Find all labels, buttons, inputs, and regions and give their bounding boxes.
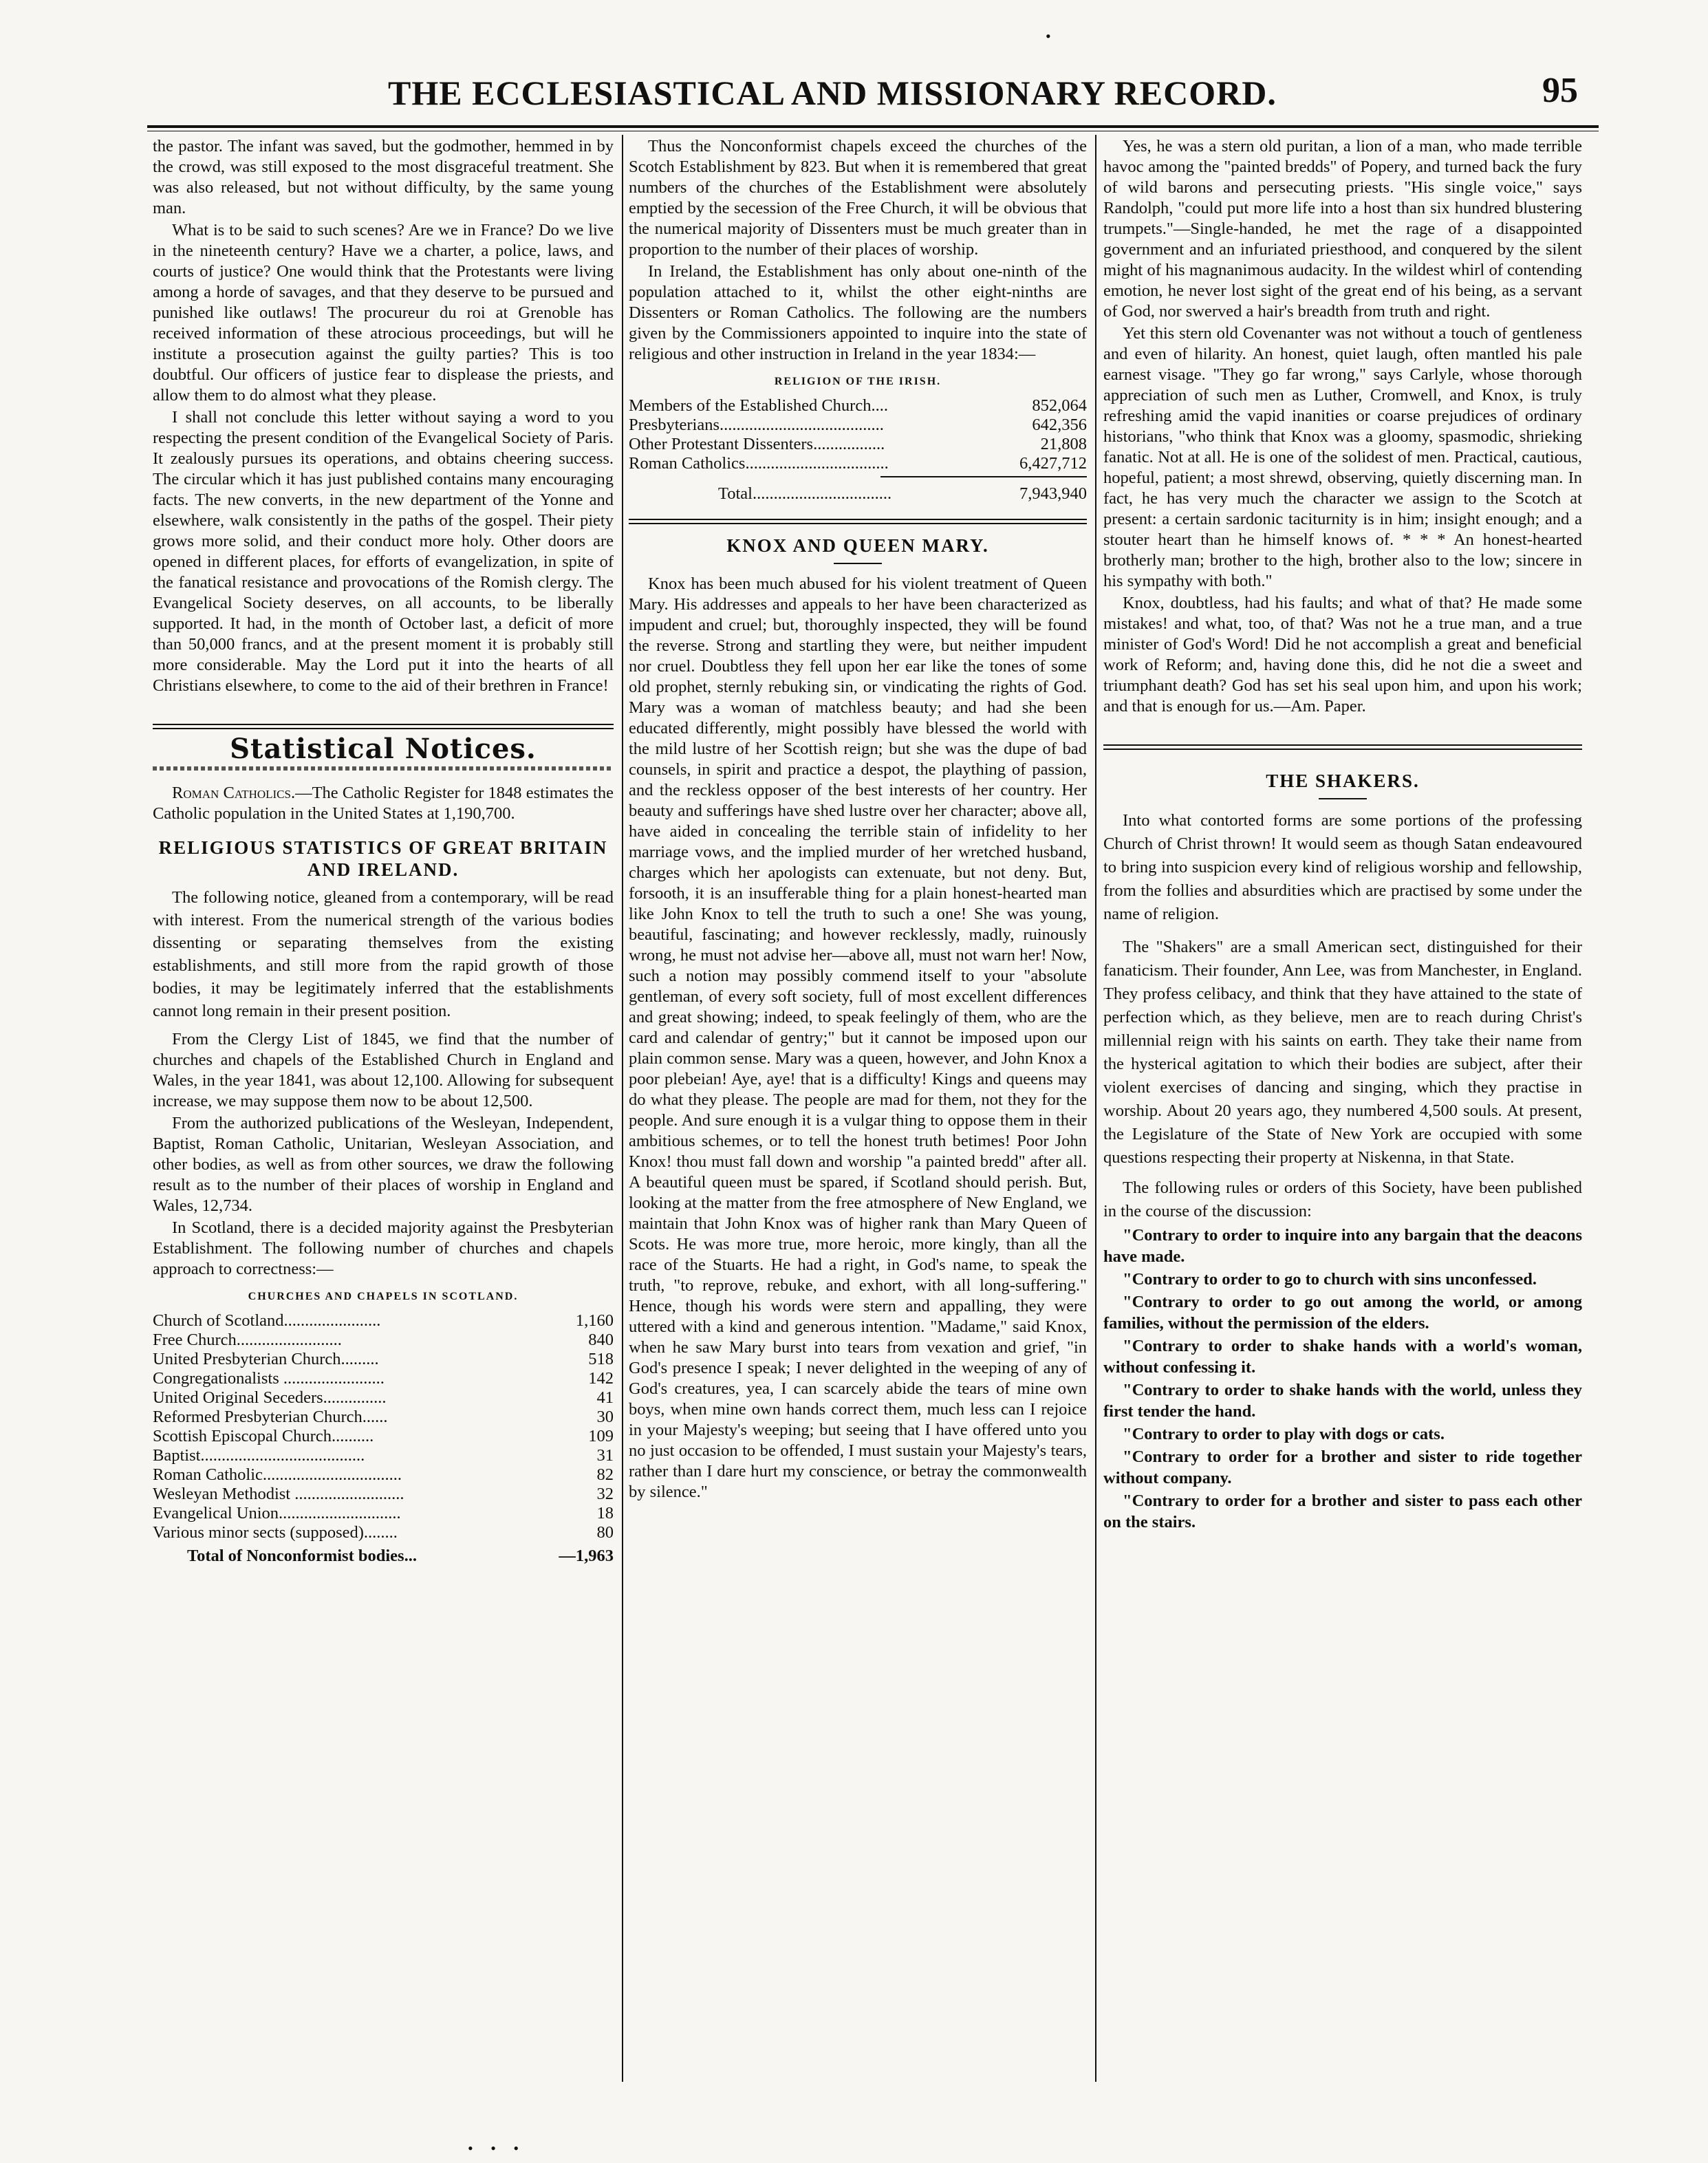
heading-dash — [1319, 798, 1367, 799]
row-label: Other Protestant Dissenters................. — [629, 435, 885, 453]
row-value: 32 — [596, 1485, 614, 1503]
row-value: 6,427,712 — [1019, 454, 1087, 473]
column-divider-2 — [1095, 135, 1096, 2082]
page-number: 95 — [1542, 71, 1578, 110]
shaker-rule: "Contrary to order for a brother and sister to ride together without company. — [1103, 1448, 1582, 1487]
shaker-rules-list — [1103, 1225, 1582, 1533]
row-label: Wesleyan Methodist .......................... — [153, 1485, 404, 1503]
row-label: Baptist....................................... — [153, 1446, 365, 1465]
table-row — [153, 1331, 614, 1350]
row-value: 518 — [588, 1350, 614, 1368]
col1-paragraph-1: the pastor. The infant was saved, but the godmother, hemmed in by the crowd, was still exposed to the most disgraceful treatment. She was also released, but not without difficulty, by the same young man. — [153, 137, 614, 217]
table-row — [629, 396, 1087, 416]
notice-text: —The Catholic Register for 1848 estimates the Catholic population in the United States at 1,190,700. — [153, 784, 614, 823]
row-label: United Presbyterian Church......... — [153, 1350, 379, 1368]
row-label: Various minor sects (supposed)........ — [153, 1523, 398, 1542]
shaker-rule: "Contrary to order to shake hands with the world, unless they first tender the hand. — [1103, 1381, 1582, 1421]
table-row — [629, 416, 1087, 435]
wavy-divider — [153, 766, 614, 771]
col3-paragraph-5: The "Shakers" are a small American sect, distinguished for their fanaticism. Their founder, Ann Lee, was from Manchester, in England. They profess celibacy, and think that they have attained to the state of perfection which, as they believe, men are to reach during Christ's millennial reign with his saints on earth. They take their name from the hysterical agitation to which their bodies are subject, after their violent exercises of dancing and singing, which they practise in worship. About 20 years ago, they numbered 4,500 souls. At present, the Legislature of the State of New York are occupied with some questions respecting their property at Niskenna, in that State. — [1103, 938, 1582, 1167]
table-row — [153, 1504, 614, 1523]
heading-dash — [834, 563, 882, 564]
col2-paragraph-3: Knox has been much abused for his violent treatment of Queen Mary. His addresses and appeals to her have been characterized as impudent and cruel; but, thoroughly inspected, they will be found the reverse. Strong and startling they were, but neither impudent nor cruel. Doubtless they fell upon her ear like the tones of some old prophet, sternly rebuking sin, or vindicating the rights of God. Mary was a woman of matchless beauty; and had she been educated differently, might possibly have blessed the world with the mild lustre of her Scottish reign; but she was the dupe of bad counsels, in spirit and practice a despot, the plaything of passion, and the reckless opposer of the best interests of her country. Her beauty and sufferings have shed lustre over her character; above all, have aided in concealing the terrible stain of infidelity to her marriage vows, and the implied murder of her wretched husband, charges which her apologists can extenuate, but not deny. But, forsooth, it is an insufferable thing for a plain honest-hearted man like John Knox to tell the truth to such a one! She was young, beautiful, fascinating; and however recklessly, madly, ruinously wrong, he must not advise her—above all, must not warn her! Now, such a notion may possibly commend itself to your "absolute gentleman, of every soft society, full of most excellent differences and great showing; indeed, to speak feelingly of them, who are the card and calendar of gentry;" but it cannot be imposed upon our plain common sense. Mary was a queen, however, and John Knox a poor plebeian! Aye, aye! that is a difficulty! Kings and queens may do what they please. The people are mad for them, not they for the people. And sure enough it is a vulgar thing to oppose them in their ambitious schemes, or to tell the honest truth betimes! Poor John Knox! thou must fall down and worship "a painted bredd" after all. A beautiful queen must be spared, if Scotland should perish. But, looking at the matter from the free atmosphere of New England, we maintain that John Knox was of higher rank than Mary Queen of Scots. He was more true, more heroic, more kingly, than all the race of the Stuarts. He had a right, in God's name, to speak the truth, "to reprove, rebuke, and exhort, with all long-suffering." Hence, though his words were stern and appalling, they were uttered with a kind and generous intention. "Madame," said Knox, when he saw Mary burst into tears from vexation and grief, "in God's presence I speak; I never delighted in the weeping of any of God's creatures, yea, I can scarcely abide the tears of mine own boys, when mine own hands correct them, much less can I rejoice in your Majesty's weeping; but seeing that I have offered unto you no just occasion to be offended, I must sustain your Majesty's tears, rather than I dare hurt my conscience, or betray the commonwealth by silence." — [629, 574, 1087, 1501]
row-value: 30 — [596, 1408, 614, 1426]
sum-rule — [880, 476, 1087, 477]
row-value: 31 — [596, 1446, 614, 1465]
total-value: —1,963 — [559, 1547, 614, 1565]
table-row — [153, 1485, 614, 1504]
table-row — [629, 454, 1087, 473]
section-rule — [629, 519, 1087, 524]
column-1 — [153, 136, 614, 1566]
col3-paragraph-4: Into what contorted forms are some portions of the professing Church of Christ thrown! It would seem as though Satan endeavoured to bring into suspicion every kind of religious worship and fellowship, from the follies and absurdities which are practised by some under the name of religion. — [1103, 811, 1582, 923]
total-label: Total of Nonconformist bodies... — [187, 1547, 417, 1565]
table-row — [153, 1350, 614, 1369]
row-label: United Original Seceders............... — [153, 1388, 387, 1407]
row-label: Church of Scotland....................... — [153, 1311, 381, 1330]
row-label: Evangelical Union............................. — [153, 1504, 401, 1522]
col3-paragraph-3: Knox, doubtless, had his faults; and what of that? He made some mistakes! and what, too, of that? Was not he a true man, and a true minister of God's Word! Did he not accomplish a great and beneficial work of Reform; and, having done this, did he not die a sweet and triumphant death? God has set his seal upon him, and upon his work; and that is enough for us.—Am. Paper. — [1103, 594, 1582, 715]
col1-paragraph-6: From the authorized publications of the Wesleyan, Independent, Baptist, Roman Catholic, Unitarian, Wesleyan Association, and other bodies, as well as from other sources, we draw the following result as to the number of their places of worship in England and Wales, 12,734. — [153, 1114, 614, 1215]
row-label: Members of the Established Church.... — [629, 396, 888, 415]
col3-paragraph-2: Yet this stern old Covenanter was not without a touch of gentleness and even of hilarity. An honest, quiet laugh, often mantled his pale earnest visage. "They go far wrong," says Carlyle, whose thorough appreciation of such men as Luther, Cromwell, and Knox, is truly refreshing amid the vapid inanities or coarse prejudices of ordinary historians, "who think that Knox was a gloomy, spasmodic, shrieking fanatic. Not at all. He is one of the solidest of men. Practical, cautious, hopeful, patient; a most shrewd, observing, quietly discerning man. In fact, he has very much the character we assign to the Scotch at present: a certain sardonic taciturnity is in him; insight enough; and a stouter heart than he himself knows of. * * * An honest-hearted brotherly man; brother to the high, brother also to the low; sincere in his sympathy with both." — [1103, 324, 1582, 590]
shaker-rule: "Contrary to order to inquire into any bargain that the deacons have made. — [1103, 1226, 1582, 1266]
col1-paragraph-5: From the Clergy List of 1845, we find that the number of churches and chapels of the Established Church in England and Wales, in the year 1841, was about 12,100. Allowing for subsequent increase, we may suppose them now to be about 12,500. — [153, 1030, 614, 1110]
total-value: 7,943,940 — [1019, 484, 1087, 503]
row-value: 41 — [596, 1388, 614, 1407]
table-total-row — [153, 1542, 614, 1566]
row-value: 840 — [588, 1331, 614, 1349]
shaker-rule: "Contrary to order to go to church with sins unconfessed. — [1123, 1270, 1537, 1289]
row-label: Presbyterians....................................... — [629, 416, 884, 434]
shaker-rule: "Contrary to order for a brother and sister to pass each other on the stairs. — [1103, 1492, 1582, 1531]
row-label: Roman Catholic................................. — [153, 1465, 402, 1484]
ireland-total — [629, 480, 1087, 504]
row-value: 642,356 — [1032, 416, 1087, 434]
shaker-rule: "Contrary to order to go out among the world, or among families, without the permission of the elders. — [1103, 1293, 1582, 1333]
col1-paragraph-2: What is to be said to such scenes? Are we in France? Do we live in the nineteenth century? Have we a charter, a police, laws, and courts of justice? One would think that the Protestants were living among a horde of savages, and that they deserve to be pursued and punished like outlaws! The procureur du roi at Grenoble has received information of these atrocious proceedings, but will he institute a prosecution against the guilty parties? This is too doubtful. Our officers of justice fear to displease the priests, and allow them to do almost what they please. — [153, 221, 614, 405]
total-label: Total................................. — [718, 484, 892, 503]
shakers-heading: THE SHAKERS. — [1266, 771, 1420, 791]
column-3 — [1103, 136, 1582, 1534]
row-label: Free Church......................... — [153, 1331, 342, 1349]
statistical-notices-heading: Statistical Notices. — [230, 733, 537, 765]
row-value: 852,064 — [1032, 396, 1087, 415]
masthead — [147, 66, 1599, 125]
shaker-rule: "Contrary to order to shake hands with a world's woman, without confessing it. — [1103, 1337, 1582, 1377]
table-row — [153, 1369, 614, 1388]
col1-paragraph-4: The following notice, gleaned from a contemporary, will be read with interest. From the numerical strength of the various bodies dissenting or separating themselves from the existing establishments, and still more from the rapid growth of those bodies, it may be legitimately inferred that the establishments cannot long remain in their present position. — [153, 888, 614, 1020]
shaker-rule: "Contrary to order to play with dogs or cats. — [1123, 1425, 1445, 1443]
scotland-table-caption: CHURCHES AND CHAPELS IN SCOTLAND. — [248, 1291, 519, 1302]
section-rule — [1103, 744, 1582, 750]
col1-paragraph-3: I shall not conclude this letter without saying a word to you respecting the present condition of the Evangelical Society of Paris. It zealously pursues its operations, and obtains cheering success. The circular which it has just published contains many encouraging facts. The new converts, in the new department of the Yonne and elsewhere, walk consistently in the paths of the gospel. Their piety grows more solid, and their conduct more holy. Other doors are opened in different places, for efforts of evangelization, in spite of the fanatical resistance and provocations of the Romish clergy. The Evangelical Society deserves, on all accounts, to be liberally supported. It had, in the month of October last, a deficit of more than 50,000 francs, and at the present moment it is probably still more considerable. May the Lord put it into the hearts of all Christians elsewhere, to come to the aid of their brethren in France! — [153, 408, 614, 695]
religious-statistics-heading: RELIGIOUS STATISTICS OF GREAT BRITAIN AND IRELAND. — [158, 837, 608, 880]
col3-paragraph-6: The following rules or orders of this Society, have been published in the course of the discussion: — [1103, 1179, 1582, 1220]
col2-paragraph-2: In Ireland, the Establishment has only about one-ninth of the population attached to it, whilst the other eight-ninths are Dissenters or Roman Catholics. The following are the numbers given by the Commissioners appointed to inquire into the state of religious and other instruction in Ireland in the year 1834:— — [629, 262, 1087, 363]
table-row — [153, 1465, 614, 1485]
row-value: 18 — [596, 1504, 614, 1522]
journal-title: THE ECCLESIASTICAL AND MISSIONARY RECORD. — [388, 74, 1277, 112]
row-value: 82 — [596, 1465, 614, 1484]
scotland-table — [153, 1311, 614, 1542]
column-divider-1 — [622, 135, 623, 2082]
section-rule — [153, 724, 614, 729]
top-mark: • — [1046, 28, 1051, 45]
table-row — [153, 1388, 614, 1408]
table-row — [153, 1446, 614, 1465]
table-total-row — [629, 480, 1087, 504]
col2-paragraph-1: Thus the Nonconformist chapels exceed the churches of the Scotch Establishment by 823. But when it is remembered that great numbers of the churches of the Establishment were absolutely emptied by the secession of the Free Church, it will be obvious that the numerical majority of Dissenters must be much greater than in proportion to the number of their places of worship. — [629, 137, 1087, 259]
ireland-table — [629, 396, 1087, 473]
table-row — [629, 435, 1087, 454]
row-label: Reformed Presbyterian Church...... — [153, 1408, 388, 1426]
masthead-rule — [147, 125, 1599, 128]
table-row — [153, 1408, 614, 1427]
row-value: 142 — [588, 1369, 614, 1388]
ireland-table-caption: RELIGION OF THE IRISH. — [774, 376, 942, 387]
row-value: 21,808 — [1040, 435, 1087, 453]
row-label: Roman Catholics.................................. — [629, 454, 889, 473]
col1-paragraph-7: In Scotland, there is a decided majority against the Presbyterian Establishment. The following number of churches and chapels approach to correctness:— — [153, 1218, 614, 1278]
row-value: 1,160 — [575, 1311, 614, 1330]
scotland-total — [153, 1542, 614, 1566]
knox-heading: KNOX AND QUEEN MARY. — [726, 535, 989, 556]
notice-lead: Roman Catholics. — [172, 784, 296, 802]
row-label: Scottish Episcopal Church.......... — [153, 1427, 374, 1445]
table-row — [153, 1427, 614, 1446]
row-value: 80 — [596, 1523, 614, 1542]
table-row — [153, 1523, 614, 1542]
footer-dots: • • • — [468, 2140, 526, 2157]
column-2 — [629, 136, 1087, 1504]
roman-catholics-notice — [153, 783, 614, 824]
row-label: Congregationalists ........................ — [153, 1369, 385, 1388]
row-value: 109 — [588, 1427, 614, 1445]
col3-paragraph-1: Yes, he was a stern old puritan, a lion of a man, who made terrible havoc among the "painted bredds" of Popery, and turned back the fury of wild barons and persecuting priests. "His single voice," says Randolph, "could put more life into a host than six hundred blustering trumpets."—Single-handed, he met the rage of a disappointed government and an infuriated priesthood, and conquered by the silent might of his magnanimous audacity. In the wildest whirl of contending emotion, he never lost sight of the great end of his being, as a servant of God, nor swerved a hair's breadth from truth and right. — [1103, 137, 1582, 321]
table-row — [153, 1311, 614, 1331]
